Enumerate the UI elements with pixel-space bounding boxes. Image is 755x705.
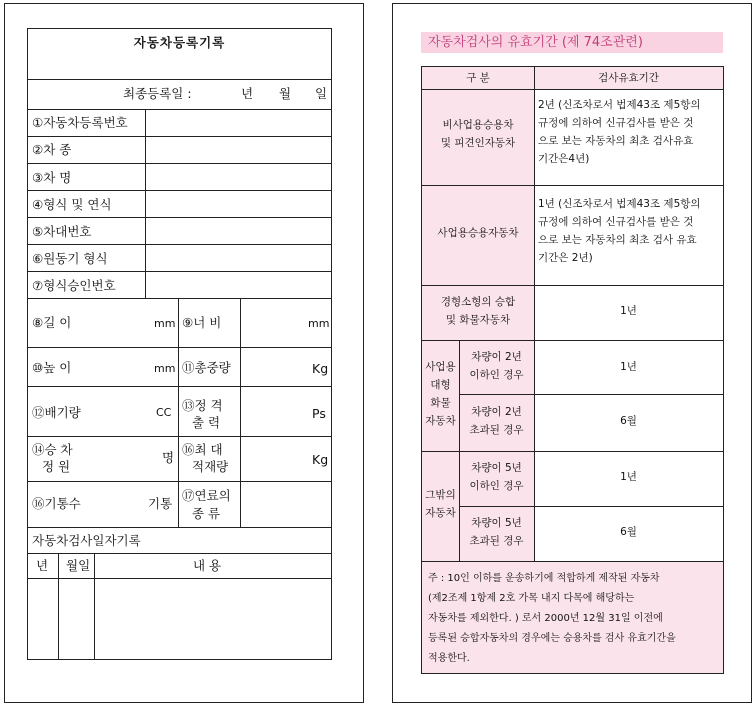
- row-label-registration-number: ①자동차등록번호: [32, 115, 128, 130]
- note-line-2: (제2조제 1항제 2호 가목 내지 다목에 해당하는: [428, 593, 635, 604]
- nonbusiness-desc-3: 으로 보는 자동차의 최초 검사유효: [538, 135, 694, 147]
- age5-over-label-1: 차량이 5년: [471, 517, 522, 529]
- fuel-type-label-2: 종 류: [192, 506, 221, 521]
- length-unit: mm: [154, 317, 176, 330]
- age2-over-value: 6월: [620, 415, 637, 427]
- row-label-vehicle-type: ②차 종: [32, 142, 72, 157]
- row-label-approval-number: ⑦형식승인번호: [32, 278, 116, 293]
- cylinders-unit: 기통: [148, 496, 173, 511]
- gross-weight-unit: Kg: [312, 361, 329, 376]
- age5-under-label-2: 이하인 경우: [469, 480, 524, 492]
- height-unit: mm: [154, 362, 176, 375]
- light-small-label-2: 및 화물자동차: [445, 314, 511, 326]
- row-label-engine-type: ⑥원동기 형식: [32, 251, 108, 266]
- last-registered-label: 최종등록일 :: [123, 86, 192, 101]
- inspection-header-year: 년: [36, 558, 49, 573]
- displacement-label: ⑫배기량: [32, 405, 81, 420]
- rated-output-unit: Ps: [312, 406, 326, 421]
- business-large-label-2: 대형: [430, 379, 451, 391]
- business-passenger-label: 사업용승용자동차: [437, 227, 519, 239]
- age2-over-label-2: 초과된 경우: [469, 424, 524, 436]
- other-vehicle-label-1: 그밖의: [425, 489, 456, 501]
- width-label: ⑨너 비: [182, 315, 222, 330]
- other-vehicle-label-2: 자동차: [425, 507, 456, 519]
- business-desc-3: 으로 보는 자동차의 최초 검사 유효: [538, 234, 697, 246]
- header-validity: 검사유효기간: [598, 72, 659, 84]
- note-line-1: 주 : 10인 이하를 운송하기에 적합하게 제작된 자동차: [428, 573, 660, 584]
- row-label-model-year: ④형식 및 연식: [32, 197, 112, 212]
- row-label-vehicle-name: ③차 명: [32, 170, 72, 185]
- validity-period-table: [421, 66, 724, 674]
- age2-under-value: 1년: [620, 361, 637, 373]
- length-label: ⑧길 이: [32, 315, 72, 330]
- age2-under-label-2: 이하인 경우: [469, 369, 524, 381]
- age2-over-label-1: 차량이 2년: [471, 406, 522, 418]
- note-line-4: 등록된 승합자동차의 경우에는 승용차를 검사 유효기간을: [428, 633, 676, 644]
- note-line-3: 자동차를 제외한다. ) 로서 2000년 12월 31일 이전에: [428, 613, 663, 624]
- inspection-record-title: 자동차검사일자기록: [32, 533, 141, 548]
- fuel-type-label-1: ⑰연료의: [182, 488, 231, 503]
- business-large-label-3: 화물: [430, 397, 451, 409]
- age5-under-label-1: 차량이 5년: [471, 462, 522, 474]
- nonbusiness-passenger-label-1: 비사업용승용차: [442, 119, 514, 131]
- height-label: ⑩높 이: [32, 360, 72, 375]
- validity-period-caption: 자동차검사의 유효기간 (제 74조관련): [421, 32, 723, 53]
- header-category: 구 분: [466, 72, 490, 84]
- cylinders-label: ⑯기통수: [32, 496, 81, 511]
- displacement-unit: CC: [156, 406, 172, 419]
- capacity-unit: 명: [162, 450, 175, 465]
- max-load-unit: Kg: [312, 452, 329, 467]
- nonbusiness-desc-1: 2년 (신조차로서 법제43조 제5항의: [538, 99, 701, 111]
- business-desc-1: 1년 (신조차로서 법제43조 제5항의: [538, 198, 701, 210]
- business-desc-4: 기간은 2년): [538, 252, 593, 264]
- inspection-header-content: 내 용: [193, 558, 222, 573]
- business-large-label-1: 사업용: [425, 361, 456, 373]
- note-line-5: 적용한다.: [428, 653, 470, 664]
- age5-over-label-2: 초과된 경우: [469, 535, 524, 547]
- max-load-label-2: 적재량: [192, 459, 229, 474]
- capacity-label-2: 정 원: [42, 459, 71, 474]
- date-year-label: 년: [241, 86, 254, 101]
- age2-under-label-1: 차량이 2년: [471, 351, 522, 363]
- nonbusiness-passenger-label-2: 및 피견인자동차: [440, 137, 516, 149]
- nonbusiness-desc-4: 기간은4년): [538, 153, 590, 165]
- date-month-label: 월: [279, 86, 292, 101]
- business-desc-2: 규정에 의하여 신규검사를 받은 것: [538, 216, 694, 228]
- form-title: 자동차등록기록: [133, 35, 226, 50]
- row-label-chassis-number: ⑤차대번호: [32, 224, 92, 239]
- light-small-value: 1년: [620, 305, 637, 317]
- rated-output-label-2: 출 력: [192, 415, 221, 430]
- light-small-label-1: 경형소형의 승합: [440, 296, 516, 308]
- gross-weight-label: ⑪총중량: [182, 360, 231, 375]
- width-unit: mm: [308, 317, 330, 330]
- age5-under-value: 1년: [620, 471, 637, 483]
- nonbusiness-desc-2: 규정에 의하여 신규검사를 받은 것: [538, 117, 694, 129]
- business-large-label-4: 자동차: [425, 415, 456, 427]
- registration-record-form: [27, 28, 332, 660]
- inspection-header-month-day: 월일: [66, 558, 91, 573]
- age5-over-value: 6월: [620, 526, 637, 538]
- rated-output-label-1: ⑬정 격: [182, 398, 223, 413]
- capacity-label-1: ⑭승 차: [32, 442, 73, 457]
- date-day-label: 일: [315, 86, 328, 101]
- max-load-label-1: ⑯최 대: [182, 442, 223, 457]
